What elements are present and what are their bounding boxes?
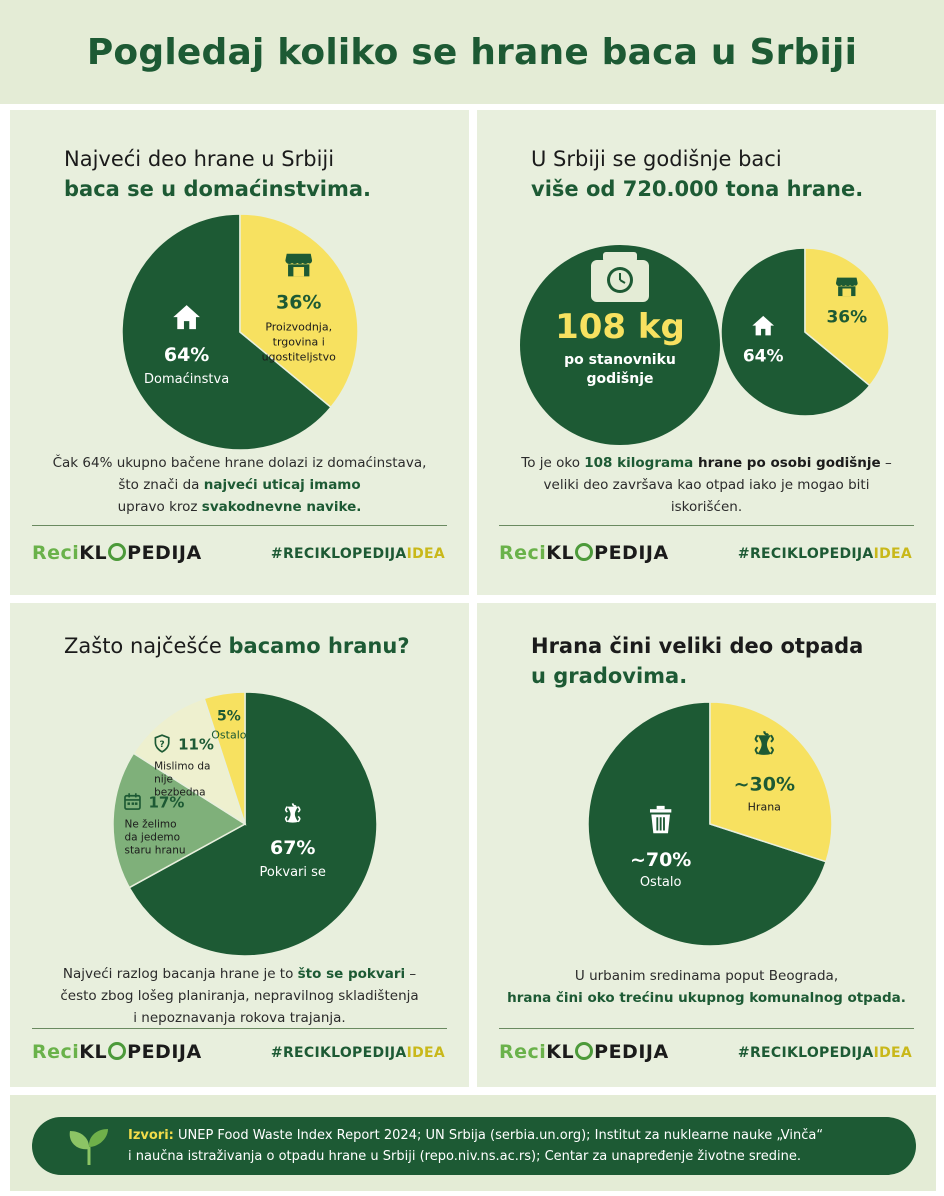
panel-title-line2: u gradovima. (531, 664, 688, 688)
page-title: Pogledaj koliko se hrane baca u Srbiji (86, 31, 858, 73)
brand-part1: Reci (499, 542, 547, 564)
slice-value: ~70% (629, 848, 692, 871)
desc-text: što znači da (118, 477, 204, 493)
desc-text: veliki deo završava kao otpad iako je mogao biti iskorišćen. (543, 477, 870, 515)
slice-label: trgovina i (272, 335, 325, 349)
panel-title-line2: baca se u domaćinstvima. (64, 177, 372, 201)
pie-chart-households (10, 204, 469, 464)
panel-title (531, 144, 863, 204)
panel-title-part2: bacamo hranu? (228, 634, 410, 658)
hashtag (738, 1045, 912, 1061)
shop-icon (285, 254, 312, 277)
sources-line2: i naučna istraživanja o otpadu hrane u Srbiji (repo.niv.ns.ac.rs); Centar za unapređenje životne sredine. (128, 1149, 801, 1164)
slice-value: 36% (826, 307, 868, 328)
desc-text: često zbog lošeg planiranja, nepravilnog skladištenja i nepoznavanja rokova trajanja. (60, 988, 419, 1026)
desc-text: U urbanim sredinama poput Beograda, (574, 968, 839, 984)
desc-text: To je oko (521, 455, 585, 471)
slice-value: ~30% (733, 773, 795, 796)
trash-icon (650, 806, 671, 833)
desc-highlight: što se pokvari (297, 966, 406, 982)
sources-text (128, 1125, 898, 1167)
panel-title (64, 144, 371, 204)
panel-reasons (10, 603, 469, 1087)
slice-value: 17% (148, 793, 185, 812)
brand-logo (32, 542, 202, 564)
divider (32, 1028, 447, 1029)
panel-title-line1: Najveći deo hrane u Srbiji (64, 147, 335, 171)
panel-description (497, 965, 916, 1009)
recycle-icon (575, 543, 593, 561)
panel-title (64, 631, 410, 661)
hashtag-accent: IDEA (406, 546, 445, 562)
hashtag (271, 546, 445, 562)
panel-description (497, 452, 916, 518)
brand-logo (499, 1041, 669, 1063)
sources-line1: UNEP Food Waste Index Report 2024; UN Srbija (serbia.un.org); Institut za nuklearne nauke „Vinča“ (173, 1128, 824, 1143)
sources-pill (32, 1117, 916, 1175)
desc-text: – (880, 455, 892, 471)
slice-label: Proizvodnja, (265, 320, 333, 334)
desc-text: upravo kroz (117, 499, 202, 515)
per-capita-circle (515, 240, 725, 450)
brand-part3: PEDIJA (127, 1041, 202, 1063)
big-label-1: po stanovniku (564, 352, 676, 368)
panel-households (10, 110, 469, 595)
panel-title-line2: više od 720.000 tona hrane. (531, 177, 864, 201)
slice-label: Ostalo (639, 874, 682, 890)
slice-label: da jedemo (124, 831, 181, 844)
pie-chart-urban (477, 699, 936, 959)
desc-highlight: hrana čini oko trećinu ukupnog komunalnog otpada. (507, 990, 906, 1006)
desc-highlight: svakodnevne navike. (201, 499, 362, 515)
hashtag (738, 546, 912, 562)
brand-part3: PEDIJA (594, 542, 669, 564)
slice-label: Pokvari se (259, 865, 326, 881)
slice-label: Hrana (747, 800, 781, 814)
divider (499, 1028, 914, 1029)
slice-value: 64% (163, 344, 210, 367)
big-label-2: godišnje (586, 371, 654, 387)
hashtag-accent: IDEA (406, 1045, 445, 1061)
recycle-icon (108, 543, 126, 561)
slice-label: Domaćinstva (144, 372, 230, 388)
desc-text: – (405, 966, 417, 982)
panel-title (531, 631, 863, 691)
desc-text: Čak 64% ukupno bačene hrane dolazi iz domaćinstava, (52, 455, 427, 471)
slice-label: ugostiteljstvo (261, 350, 336, 364)
hashtag (271, 1045, 445, 1061)
desc-highlight: 108 kilograma (584, 455, 694, 471)
sprout-icon (64, 1127, 114, 1167)
brand-part2: KL (546, 1041, 575, 1063)
svg-text:?: ? (159, 738, 165, 750)
brand-part2: KL (79, 542, 108, 564)
brand-part3: PEDIJA (594, 1041, 669, 1063)
hashtag-main: #RECIKLOPEDIJA (737, 1045, 874, 1061)
shop-icon (836, 278, 858, 296)
slice-label: Ostalo (211, 728, 247, 742)
brand-part3: PEDIJA (127, 542, 202, 564)
desc-highlight: hrane po osobi godišnje (693, 455, 881, 471)
brand-part1: Reci (32, 542, 80, 564)
panel-annual-waste (477, 110, 936, 595)
panel-urban-waste (477, 603, 936, 1087)
slice-value: 67% (269, 837, 316, 860)
panel-description (30, 452, 449, 518)
slice-label: staru hranu (124, 844, 186, 857)
hashtag-accent: IDEA (873, 546, 912, 562)
recycle-icon (108, 1042, 126, 1060)
slice-label: nije (154, 773, 174, 786)
panel-title-line1: U Srbiji se godišnje baci (531, 147, 782, 171)
brand-part2: KL (79, 1041, 108, 1063)
hashtag-main: #RECIKLOPEDIJA (737, 546, 874, 562)
slice-value: 5% (217, 708, 241, 725)
slice-value: 36% (275, 291, 322, 314)
slice-value: 11% (178, 735, 214, 754)
hashtag-main: #RECIKLOPEDIJA (270, 546, 407, 562)
slice-value: 64% (742, 346, 784, 367)
brand-part1: Reci (32, 1041, 80, 1063)
brand-logo (499, 542, 669, 564)
title-banner (0, 0, 944, 104)
desc-text: Najveći razlog bacanja hrane je to (62, 966, 298, 982)
slice-label: Ne želimo (124, 818, 177, 831)
hashtag-accent: IDEA (873, 1045, 912, 1061)
panel-title-line1: Hrana čini veliki deo otpada (531, 634, 864, 658)
pie-chart-annual (715, 242, 895, 422)
sources-footer (10, 1095, 936, 1191)
slice-label: Mislimo da (154, 760, 211, 773)
sources-label: Izvori: (128, 1128, 174, 1143)
brand-logo (32, 1041, 202, 1063)
recycle-icon (575, 1042, 593, 1060)
big-value: 108 kg (555, 307, 685, 347)
hashtag-main: #RECIKLOPEDIJA (270, 1045, 407, 1061)
divider (499, 525, 914, 526)
panel-title-part1: Zašto najčešće (64, 634, 229, 658)
divider (32, 525, 447, 526)
brand-part2: KL (546, 542, 575, 564)
pie-chart-reasons (10, 689, 469, 959)
brand-part1: Reci (499, 1041, 547, 1063)
panel-description (30, 963, 449, 1029)
desc-highlight: najveći uticaj imamo (203, 477, 361, 493)
slice-label: bezbedna (154, 786, 206, 799)
